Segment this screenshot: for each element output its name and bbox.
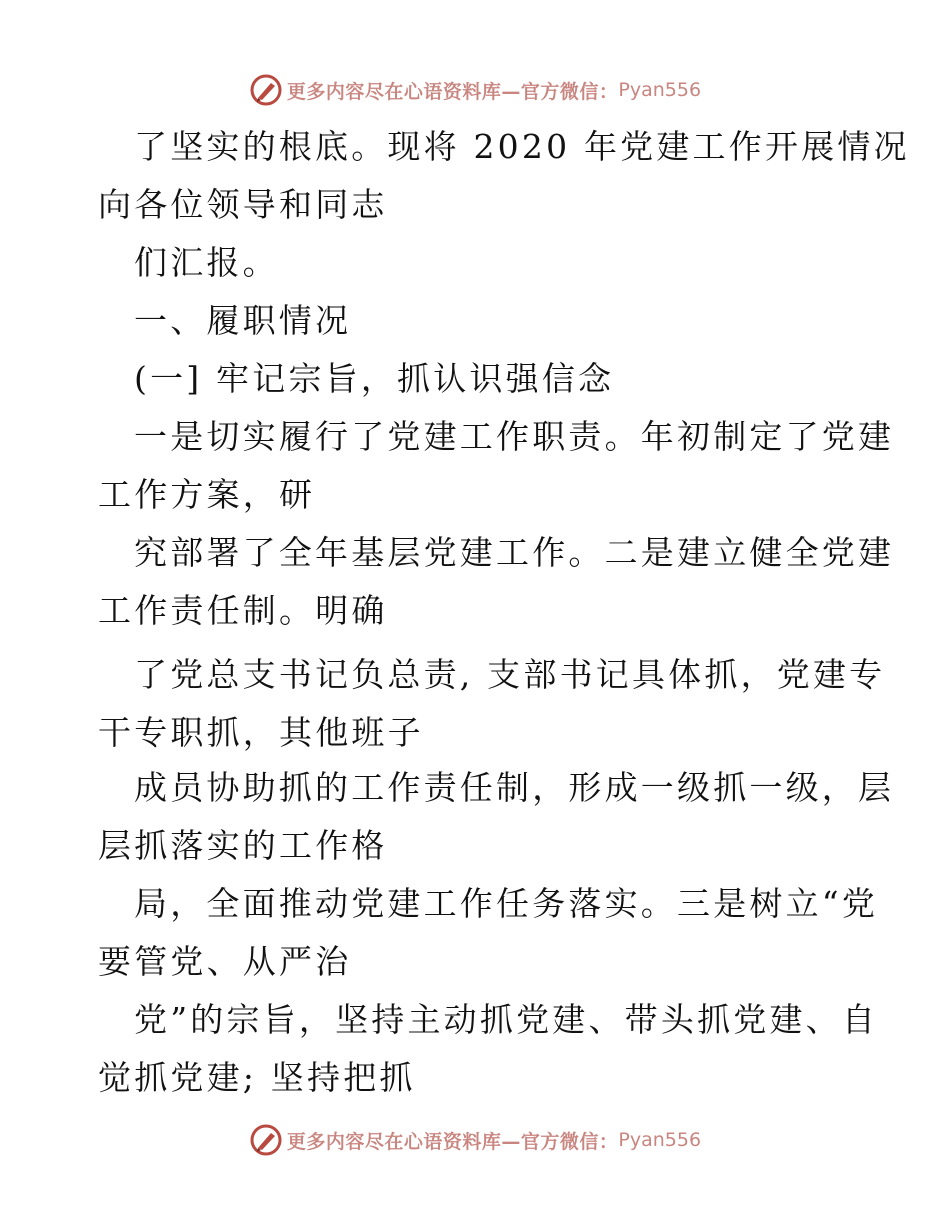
pen-logo-icon (249, 1123, 283, 1157)
body-line: 向各位领导和同志 (98, 185, 388, 224)
body-line: 们汇报。 (134, 243, 279, 282)
body-line: 要管党、从严治 (98, 942, 352, 981)
body-line: 成员协助抓的工作责任制，形成一级抓一级，层 (134, 768, 895, 807)
header-watermark-banner (0, 70, 950, 110)
body-line: 工作责任制。明确 (98, 591, 388, 630)
body-line: 了党总支书记负总责, 支部书记具体抓，党建专 (134, 655, 886, 694)
body-line: 局，全面推动党建工作任务落实。三是树立“党 (134, 884, 879, 923)
banner-wechat-id: Pyan556 (618, 1129, 702, 1151)
body-line: 党”的宗旨，坚持主动抓党建、带头抓党建、自 (134, 1000, 879, 1039)
banner-text: 更多内容尽在心语资料库—官方微信： (286, 80, 619, 103)
banner-text: 更多内容尽在心语资料库—官方微信： (286, 1130, 619, 1153)
footer-watermark-banner (0, 1120, 950, 1160)
pen-logo-icon (249, 73, 283, 107)
body-line: 干专职抓，其他班子 (98, 713, 424, 752)
body-line: 一是切实履行了党建工作职责。年初制定了党建 (134, 417, 895, 456)
body-line: 究部署了全年基层党建工作。二是建立健全党建 (134, 533, 895, 572)
banner-wechat-id: Pyan556 (618, 79, 702, 101)
body-line: 了坚实的根底。现将 2020 年党建工作开展情况 (134, 127, 910, 166)
subsection-heading: (一] 牢记宗旨，抓认识强信念 (134, 359, 615, 398)
body-line: 工作方案，研 (98, 475, 316, 514)
body-line: 层抓落实的工作格 (98, 826, 388, 865)
section-heading: 一、履职情况 (134, 301, 352, 340)
body-line: 觉抓党建; 坚持把抓 (98, 1058, 416, 1097)
